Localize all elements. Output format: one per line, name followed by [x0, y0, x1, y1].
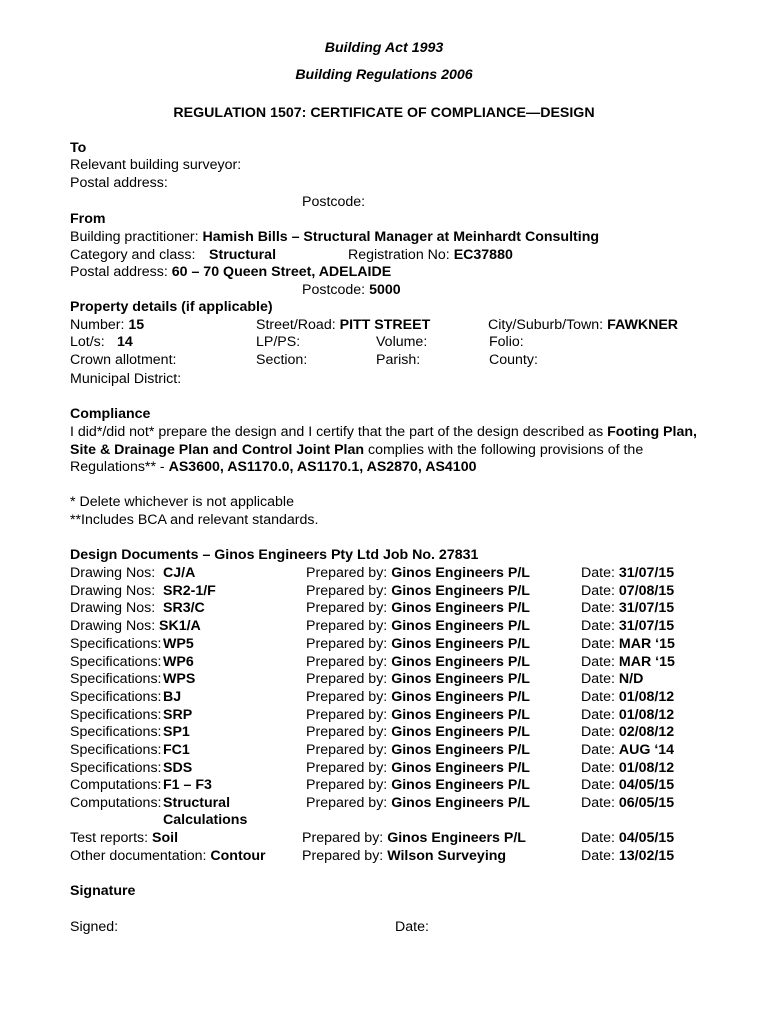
compliance-text-1: I did*/did not* prepare the design and I certify that the part of the design described as: [70, 424, 608, 440]
from-postcode-value: 5000: [369, 282, 401, 298]
doc-row-date-value: MAR ‘15: [618, 636, 675, 652]
number-value: 15: [128, 317, 145, 333]
doc-row-value: CJ/A: [163, 565, 196, 581]
doc-row-prepared: [306, 654, 530, 671]
practitioner-value: Hamish Bills – Structural Manager at Meinhardt Consulting: [202, 229, 600, 245]
doc-row-date: [581, 795, 674, 812]
volume-label: Volume:: [376, 334, 428, 350]
doc-row-date-label: Date:: [581, 671, 615, 687]
city-field: [488, 317, 678, 334]
registration-line: [348, 247, 513, 264]
doc-row-date-value: 07/08/15: [618, 583, 675, 599]
doc-row-prepared-value: Ginos Engineers P/L: [391, 742, 530, 758]
doc-row-prepared: [306, 636, 530, 653]
computations-continuation: Calculations: [163, 812, 248, 828]
compliance-line-1: [70, 424, 697, 441]
number-label: Number:: [70, 317, 125, 333]
doc-row-date-label: Date:: [581, 742, 615, 758]
from-heading: From: [70, 211, 106, 227]
doc-row-date-value: 06/05/15: [618, 795, 675, 811]
doc-row-date-value: 01/08/12: [618, 707, 675, 723]
doc-row-value: SRP: [163, 707, 193, 723]
doc-row-date: [581, 565, 674, 582]
doc-row-label: Drawing Nos:: [70, 600, 156, 616]
other-doc-value: Contour: [210, 848, 266, 864]
doc-row-prepared-value: Ginos Engineers P/L: [391, 671, 530, 687]
property-heading: Property details (if applicable): [70, 299, 273, 315]
doc-row-date-value: 31/07/15: [618, 565, 675, 581]
doc-row-prepared: [306, 671, 530, 688]
doc-row-prepared-label: Prepared by:: [306, 583, 388, 599]
doc-row-date-label: Date:: [581, 583, 615, 599]
doc-row-value: SR3/C: [163, 600, 205, 616]
to-postcode-label: Postcode:: [302, 194, 366, 210]
folio-label: Folio:: [489, 334, 524, 350]
doc-row-prepared: [306, 760, 530, 777]
compliance-bold-1: Footing Plan,: [607, 424, 697, 440]
doc-row-date-value: 01/08/12: [618, 689, 675, 705]
doc-row-prepared-label: Prepared by:: [306, 777, 388, 793]
doc-row-prepared-label: Prepared by:: [306, 618, 388, 634]
category-label: Category and class:: [70, 247, 196, 263]
practitioner-line: [70, 229, 599, 246]
doc-row-value: F1 – F3: [163, 777, 212, 793]
doc-row-label: Computations:: [70, 777, 162, 793]
number-field: [70, 317, 144, 334]
compliance-text-2: complies with the following provisions of the: [364, 442, 644, 458]
doc-row-date-label: Date:: [581, 724, 615, 740]
doc-row-date-label: Date:: [581, 795, 615, 811]
compliance-bold-3: AS3600, AS1170.0, AS1170.1, AS2870, AS4100: [168, 459, 477, 475]
doc-row-prepared-label: Prepared by:: [306, 724, 388, 740]
doc-row-label: Specifications:: [70, 724, 162, 740]
doc-row-date-label: Date:: [581, 689, 615, 705]
doc-row-date-label: Date:: [581, 636, 615, 652]
to-postal-label: Postal address:: [70, 175, 168, 191]
signature-date-label: Date:: [395, 919, 429, 935]
doc-row-date-label: Date:: [581, 707, 615, 723]
other-doc-field: [70, 848, 266, 865]
doc-row-date: [581, 583, 674, 600]
doc-row-date-label: Date:: [581, 760, 615, 776]
doc-row-prepared-value: Ginos Engineers P/L: [391, 707, 530, 723]
doc-row-date-label: Date:: [581, 654, 615, 670]
doc-row-value: FC1: [163, 742, 190, 758]
doc-row-prepared-value: Ginos Engineers P/L: [391, 565, 530, 581]
test-reports-label: Test reports:: [70, 830, 149, 846]
from-postal-line: [70, 264, 391, 281]
doc-row-value: SK1/A: [159, 618, 201, 634]
act-title: Building Act 1993: [324, 40, 444, 56]
doc-row-prepared: [306, 707, 530, 724]
doc-row-prepared-value: Ginos Engineers P/L: [391, 600, 530, 616]
doc-row-prepared-label: Prepared by:: [306, 760, 388, 776]
doc-row-label: Drawing Nos:: [70, 583, 156, 599]
doc-row-date: [581, 742, 674, 759]
lpps-label: LP/PS:: [256, 334, 301, 350]
other-doc-label: Other documentation:: [70, 848, 207, 864]
doc-row-prepared-value: Ginos Engineers P/L: [391, 795, 530, 811]
doc-row-label: Specifications:: [70, 671, 162, 687]
doc-row-prepared-label: Prepared by:: [306, 600, 388, 616]
other-prepared-label: Prepared by:: [302, 848, 384, 864]
doc-row-prepared-value: Ginos Engineers P/L: [391, 583, 530, 599]
doc-row-value: SP1: [163, 724, 190, 740]
other-prepared-value: Wilson Surveying: [387, 848, 507, 864]
street-value: PITT STREET: [339, 317, 431, 333]
from-postcode-label: Postcode:: [302, 282, 366, 298]
doc-row-prepared-value: Ginos Engineers P/L: [391, 777, 530, 793]
doc-row-label: Drawing Nos:: [70, 565, 156, 581]
doc-row-date-value: 04/05/15: [618, 777, 675, 793]
delete-note: * Delete whichever is not applicable: [70, 494, 294, 510]
lots-value: 14: [117, 334, 133, 350]
doc-row-date-label: Date:: [581, 600, 615, 616]
lots-label: Lot/s:: [70, 334, 105, 350]
doc-row-value: SDS: [163, 760, 193, 776]
section-label: Section:: [256, 352, 308, 368]
doc-row-prepared-label: Prepared by:: [306, 654, 388, 670]
doc-row-label: Specifications:: [70, 636, 162, 652]
doc-row-date: [581, 689, 674, 706]
doc-row-prepared-label: Prepared by:: [306, 742, 388, 758]
doc-row-date: [581, 654, 675, 671]
surveyor-label: Relevant building surveyor:: [70, 157, 242, 173]
other-date-field: [581, 848, 674, 865]
doc-row-prepared-value: Ginos Engineers P/L: [391, 618, 530, 634]
doc-row-prepared-label: Prepared by:: [306, 671, 388, 687]
registration-value: EC37880: [453, 247, 513, 263]
crown-label: Crown allotment:: [70, 352, 177, 368]
doc-row-date: [581, 777, 674, 794]
doc-row-prepared: [306, 742, 530, 759]
doc-row-date: [581, 724, 674, 741]
doc-row-label: Specifications:: [70, 689, 162, 705]
doc-row-prepared: [306, 689, 530, 706]
doc-row-date-value: 02/08/12: [618, 724, 675, 740]
compliance-line-3: [70, 459, 476, 476]
doc-row-label: Computations:: [70, 795, 162, 811]
test-date-label: Date:: [581, 830, 615, 846]
doc-row-prepared-label: Prepared by:: [306, 689, 388, 705]
doc-row-prepared-value: Ginos Engineers P/L: [391, 760, 530, 776]
regulation-title: REGULATION 1507: CERTIFICATE OF COMPLIANCE—DESIGN: [173, 105, 595, 121]
doc-row-date: [581, 636, 675, 653]
doc-row-prepared: [306, 565, 530, 582]
doc-row-value: SR2-1/F: [163, 583, 216, 599]
doc-row-label: Specifications:: [70, 707, 162, 723]
doc-row-date-value: MAR ‘15: [618, 654, 675, 670]
doc-row-prepared: [306, 618, 530, 635]
doc-row-date: [581, 600, 674, 617]
doc-row-value: WPS: [163, 671, 196, 687]
category-value: Structural: [209, 247, 277, 263]
compliance-heading: Compliance: [70, 406, 151, 422]
test-date-value: 04/05/15: [618, 830, 675, 846]
doc-row-prepared-label: Prepared by:: [306, 565, 388, 581]
doc-row-prepared-value: Ginos Engineers P/L: [391, 724, 530, 740]
county-label: County:: [489, 352, 538, 368]
doc-row-label: Specifications:: [70, 760, 162, 776]
doc-row-prepared: [306, 795, 530, 812]
registration-label: Registration No:: [348, 247, 450, 263]
doc-row-label: Drawing Nos:: [70, 618, 156, 634]
test-prepared-field: [302, 830, 526, 847]
doc-row-date-label: Date:: [581, 565, 615, 581]
doc-row-prepared-label: Prepared by:: [306, 636, 388, 652]
design-documents-heading: Design Documents – Ginos Engineers Pty Ltd Job No. 27831: [70, 547, 479, 563]
street-field: [256, 317, 430, 334]
doc-row-date-label: Date:: [581, 618, 615, 634]
doc-row-prepared: [306, 777, 530, 794]
other-prepared-field: [302, 848, 506, 865]
street-label: Street/Road:: [256, 317, 336, 333]
doc-row-prepared: [306, 600, 530, 617]
from-postal-value: 60 – 70 Queen Street, ADELAIDE: [171, 264, 392, 280]
regulations-title: Building Regulations 2006: [295, 67, 473, 83]
doc-row-date-value: AUG ‘14: [618, 742, 675, 758]
compliance-text-3: Regulations** -: [70, 459, 169, 475]
parish-label: Parish:: [376, 352, 421, 368]
doc-row-prepared: [306, 583, 530, 600]
doc-row-date-label: Date:: [581, 777, 615, 793]
doc-row-date-value: 31/07/15: [618, 600, 675, 616]
doc-row-prepared-value: Ginos Engineers P/L: [391, 636, 530, 652]
doc-row-date-value: 31/07/15: [618, 618, 675, 634]
doc-row-value: WP6: [163, 654, 194, 670]
from-postcode-line: [302, 282, 401, 299]
compliance-bold-2: Site & Drainage Plan and Control Joint Plan: [70, 442, 365, 458]
to-heading: To: [70, 140, 87, 156]
doc-row-date-value: 01/08/12: [618, 760, 675, 776]
test-reports-value: Soil: [152, 830, 179, 846]
doc-row-prepared-label: Prepared by:: [306, 707, 388, 723]
doc-row-date: [581, 618, 674, 635]
doc-row-label: Specifications:: [70, 742, 162, 758]
municipal-label: Municipal District:: [70, 371, 182, 387]
doc-row-value: BJ: [163, 689, 182, 705]
doc-row-prepared-value: Ginos Engineers P/L: [391, 689, 530, 705]
test-reports-field: [70, 830, 178, 847]
includes-note: **Includes BCA and relevant standards.: [70, 512, 319, 528]
test-date-field: [581, 830, 674, 847]
doc-row-label: Specifications:: [70, 654, 162, 670]
test-prepared-value: Ginos Engineers P/L: [387, 830, 526, 846]
doc-row-value: WP5: [163, 636, 194, 652]
doc-row-date: [581, 760, 674, 777]
other-date-value: 13/02/15: [618, 848, 675, 864]
doc-row-date-value: N/D: [618, 671, 644, 687]
doc-row-value: Structural: [163, 795, 231, 811]
doc-row-prepared-label: Prepared by:: [306, 795, 388, 811]
practitioner-label: Building practitioner:: [70, 229, 199, 245]
city-value: FAWKNER: [607, 317, 679, 333]
from-postal-label: Postal address:: [70, 264, 168, 280]
other-date-label: Date:: [581, 848, 615, 864]
test-prepared-label: Prepared by:: [302, 830, 384, 846]
signed-label: Signed:: [70, 919, 119, 935]
doc-row-date: [581, 707, 674, 724]
doc-row-date: [581, 671, 643, 688]
doc-row-prepared: [306, 724, 530, 741]
compliance-line-2: [70, 442, 643, 459]
signature-heading: Signature: [70, 883, 136, 899]
doc-row-prepared-value: Ginos Engineers P/L: [391, 654, 530, 670]
city-label: City/Suburb/Town:: [488, 317, 604, 333]
